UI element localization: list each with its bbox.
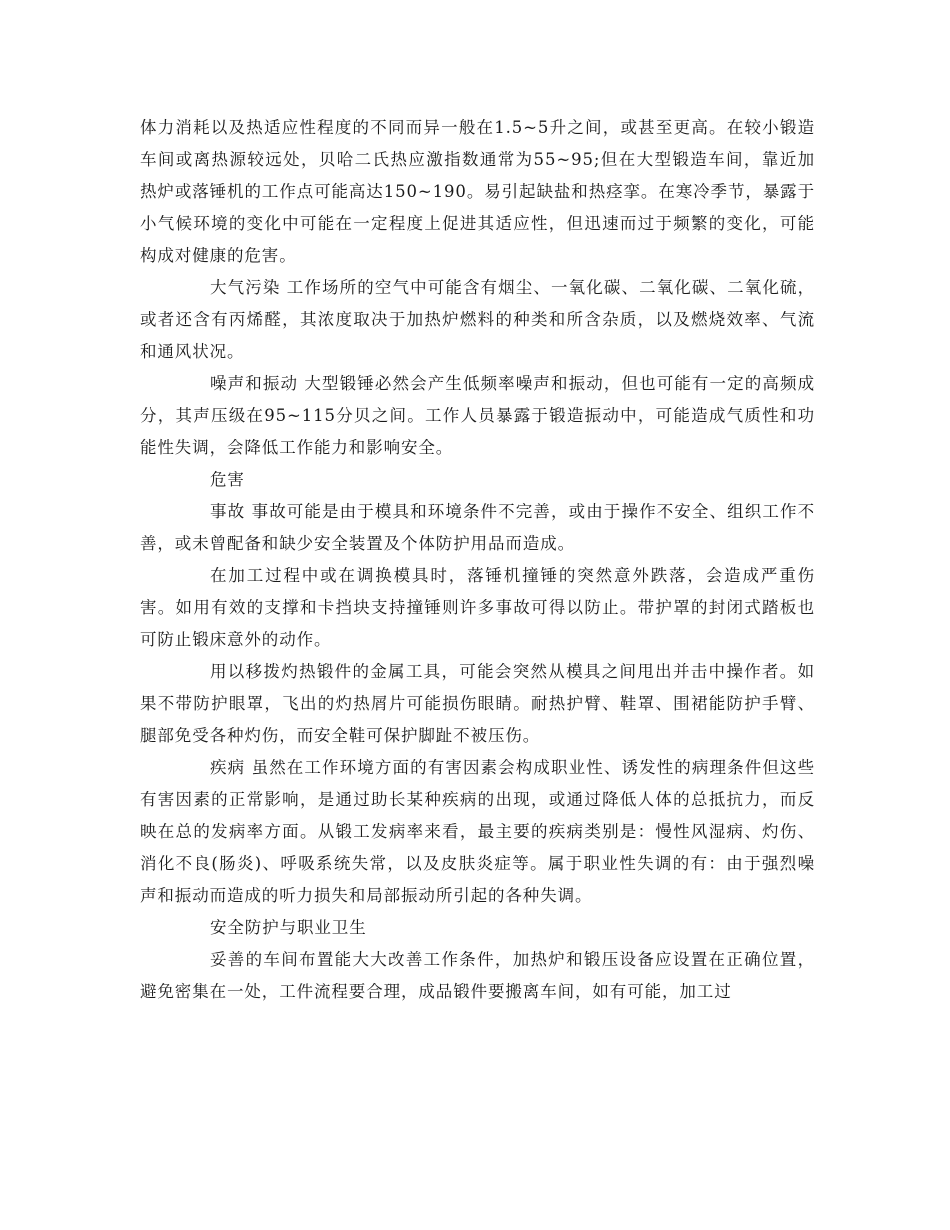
section-heading-hazards: 危害	[210, 470, 245, 489]
document-body	[140, 112, 815, 1008]
paragraph-accidents: 事故 事故可能是由于模具和环境条件不完善，或由于操作不安全、组织工作不善，或未曾配备和缺少安全装置及个体防护用品而造成。	[140, 502, 815, 553]
section-heading-safety: 安全防护与职业卫生	[210, 918, 367, 937]
paragraph-metal-tools: 用以移拨灼热锻件的金属工具，可能会突然从模具之间甩出并击中操作者。如果不带防护眼罩，飞出的灼热屑片可能损伤眼睛。耐热护臂、鞋罩、围裙能防护手臂、腿部免受各种灼伤，而安全鞋可保护脚趾不被压伤。	[140, 662, 815, 745]
paragraph-noise-vibration: 噪声和振动 大型锻锤必然会产生低频率噪声和振动，但也可能有一定的高频成分，其声压级在95~115分贝之间。工作人员暴露于锻造振动中，可能造成气质性和功能性失调，会降低工作能力和影响安全。	[140, 374, 815, 457]
paragraph-die-change: 在加工过程中或在调换模具时，落锤机撞锤的突然意外跌落，会造成严重伤害。如用有效的支撑和卡挡块支持撞锤则许多事故可得以防止。带护罩的封闭式踏板也可防止锻床意外的动作。	[140, 566, 815, 649]
paragraph-air-pollution: 大气污染 工作场所的空气中可能含有烟尘、一氧化碳、二氧化碳、二氧化硫，或者还含有丙烯醛，其浓度取决于加热炉燃料的种类和所含杂质，以及燃烧效率、气流和通风状况。	[140, 278, 815, 361]
paragraph-diseases: 疾病 虽然在工作环境方面的有害因素会构成职业性、诱发性的病理条件但这些有害因素的正常影响，是通过助长某种疾病的出现，或通过降低人体的总抵抗力，而反映在总的发病率方面。从锻工发病率来看，最主要的疾病类别是：慢性风湿病、灼伤、消化不良(肠炎)、呼吸系统失常，以及皮肤炎症等。属于职业性失调的有：由于强烈噪声和振动而造成的听力损失和局部振动所引起的各种失调。	[140, 758, 815, 905]
paragraph-heat-consumption: 体力消耗以及热适应性程度的不同而异一般在1.5~5升之间，或甚至更高。在较小锻造车间或离热源较远处，贝哈二氏热应激指数通常为55~95;但在大型锻造车间，靠近加热炉或落锤机的工作点可能高达150~190。易引起缺盐和热痉挛。在寒冷季节，暴露于小气候环境的变化中可能在一定程度上促进其适应性，但迅速而过于频繁的变化，可能构成对健康的危害。	[140, 118, 815, 265]
paragraph-workshop-layout: 妥善的车间布置能大大改善工作条件，加热炉和锻压设备应设置在正确位置，避免密集在一处，工件流程要合理，成品锻件要搬离车间，如有可能，加工过	[140, 950, 815, 1001]
